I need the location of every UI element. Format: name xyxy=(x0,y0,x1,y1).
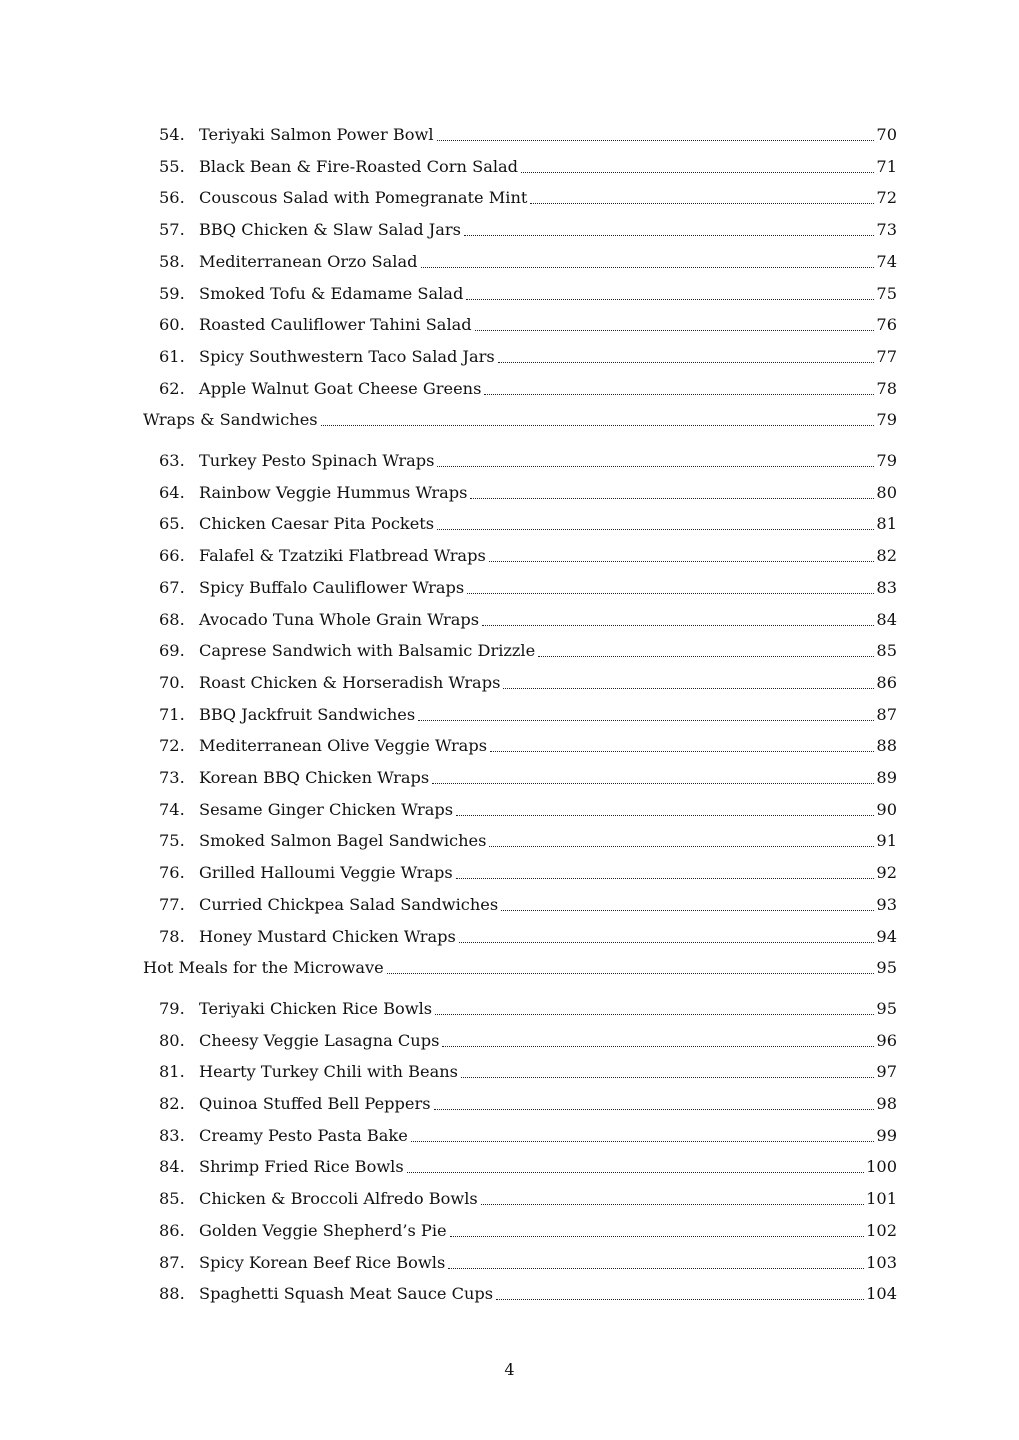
toc-entry-title: BBQ Chicken & Slaw Salad Jars xyxy=(199,220,461,240)
toc-entry-number: 72. xyxy=(159,736,185,756)
toc-entry-title: Couscous Salad with Pomegranate Mint xyxy=(199,188,528,208)
dot-leader xyxy=(459,941,875,943)
dot-leader xyxy=(481,1203,864,1205)
toc-entry-number: 76. xyxy=(159,863,185,883)
toc-page-number: 88 xyxy=(876,736,897,756)
dot-leader xyxy=(466,298,874,300)
toc-entry-number: 74. xyxy=(159,799,185,819)
toc-entry-number: 57. xyxy=(159,220,185,240)
toc-entry-title: Grilled Halloumi Veggie Wraps xyxy=(199,863,453,883)
toc-entry-title: Chicken Caesar Pita Pockets xyxy=(199,514,435,534)
dot-leader xyxy=(496,1298,864,1300)
toc-page-number: 87 xyxy=(876,704,897,724)
toc-entry-number: 59. xyxy=(159,283,185,303)
toc-entry-title: Hearty Turkey Chili with Beans xyxy=(199,1062,458,1082)
toc-entry-title: Black Bean & Fire-Roasted Corn Salad xyxy=(199,156,519,176)
toc-entry-row[interactable] xyxy=(143,922,897,948)
toc-page-number: 93 xyxy=(876,894,897,914)
toc-entry-number: 56. xyxy=(159,188,185,208)
toc-entry-number: 82. xyxy=(159,1094,185,1113)
toc-entry-row[interactable] xyxy=(143,478,897,504)
toc-entry-title: Spicy Buffalo Cauliflower Wraps xyxy=(199,577,465,597)
dot-leader xyxy=(437,139,875,141)
dot-leader xyxy=(387,972,875,974)
dot-leader xyxy=(437,465,874,467)
toc-entry-number: 78. xyxy=(159,926,185,946)
toc-entry-number: 67. xyxy=(159,577,185,597)
toc-entry-title: Quinoa Stuffed Bell Peppers xyxy=(199,1094,431,1113)
toc-entry-title: Spaghetti Squash Meat Sauce Cups xyxy=(199,1284,494,1304)
dot-leader xyxy=(456,814,874,816)
toc-page-number: 79 xyxy=(876,410,897,430)
toc-entry-number: 87. xyxy=(159,1252,185,1272)
toc-entry-title: Smoked Salmon Bagel Sandwiches xyxy=(199,831,487,851)
toc-page-number: 103 xyxy=(866,1252,897,1272)
toc-page-number: 100 xyxy=(866,1157,897,1177)
toc-entry-row[interactable] xyxy=(143,795,897,821)
toc-entry-row[interactable] xyxy=(143,374,897,400)
dot-leader xyxy=(448,1267,864,1269)
toc-entry-row[interactable] xyxy=(143,573,897,599)
toc-entry-row[interactable] xyxy=(143,446,897,472)
toc-entry-number: 55. xyxy=(159,156,185,176)
dot-leader xyxy=(498,361,875,363)
toc-entry-row[interactable] xyxy=(143,731,897,757)
toc-entry-row[interactable] xyxy=(143,636,897,662)
toc-page-number: 98 xyxy=(876,1094,897,1113)
toc-entry-row[interactable] xyxy=(143,247,897,273)
toc-entry-title: Cheesy Veggie Lasagna Cups xyxy=(199,1030,440,1050)
toc-section-title: Hot Meals for the Microwave xyxy=(143,958,384,978)
toc-page-number: 89 xyxy=(876,768,897,787)
toc-entry-row[interactable] xyxy=(143,541,897,567)
dot-leader xyxy=(464,234,874,236)
dot-leader xyxy=(432,782,874,784)
toc-page-number: 96 xyxy=(876,1030,897,1050)
toc-entry-number: 68. xyxy=(159,609,185,629)
toc-entry-row[interactable] xyxy=(143,1026,897,1052)
toc-section-row[interactable] xyxy=(143,953,897,979)
toc-entry-row[interactable] xyxy=(143,342,897,368)
toc-entry-title: Sesame Ginger Chicken Wraps xyxy=(199,799,454,819)
toc-entry-title: Apple Walnut Goat Cheese Greens xyxy=(199,378,482,398)
toc-page-number: 101 xyxy=(866,1189,897,1209)
toc-page-number: 91 xyxy=(876,831,897,851)
toc-entry-title: Teriyaki Salmon Power Bowl xyxy=(199,125,434,144)
toc-entry-title: Avocado Tuna Whole Grain Wraps xyxy=(199,609,480,629)
dot-leader xyxy=(490,750,874,752)
toc-entry-number: 60. xyxy=(159,315,185,335)
toc-entry-row[interactable] xyxy=(143,279,897,305)
toc-entry-title: BBQ Jackfruit Sandwiches xyxy=(199,704,416,724)
toc-page-number: 92 xyxy=(876,863,897,883)
toc-entry-row[interactable] xyxy=(143,826,897,852)
toc-entry-row[interactable] xyxy=(143,183,897,209)
toc-page-number: 74 xyxy=(876,251,897,271)
toc-page-number: 85 xyxy=(876,641,897,661)
toc-entry-number: 75. xyxy=(159,831,185,851)
toc-entry-number: 79. xyxy=(159,998,185,1018)
toc-page-number: 79 xyxy=(876,451,897,470)
dot-leader xyxy=(467,592,874,594)
toc-page-number: 86 xyxy=(876,672,897,692)
toc-page-number: 73 xyxy=(876,220,897,240)
toc-entry-title: Roast Chicken & Horseradish Wraps xyxy=(199,672,501,692)
dot-leader xyxy=(482,624,874,626)
toc-page-number: 76 xyxy=(876,315,897,335)
toc-page-number: 102 xyxy=(866,1220,897,1240)
toc-entry-row[interactable] xyxy=(143,994,897,1020)
toc-entry-number: 62. xyxy=(159,378,185,398)
toc-entry-title: Mediterranean Olive Veggie Wraps xyxy=(199,736,488,756)
toc-entry-row[interactable] xyxy=(143,310,897,336)
toc-entry-row[interactable] xyxy=(143,763,897,789)
toc-entry-number: 80. xyxy=(159,1030,185,1050)
toc-page-number: 78 xyxy=(876,378,897,398)
toc-entry-number: 88. xyxy=(159,1284,185,1304)
toc-entry-number: 54. xyxy=(159,125,185,144)
toc-entry-title: Curried Chickpea Salad Sandwiches xyxy=(199,894,499,914)
toc-entry-number: 86. xyxy=(159,1220,185,1240)
toc-page-number: 84 xyxy=(876,609,897,629)
toc-page-number: 90 xyxy=(876,799,897,819)
dot-leader xyxy=(475,329,875,331)
dot-leader xyxy=(321,424,875,426)
toc-page-number: 80 xyxy=(876,482,897,502)
toc-entry-row[interactable] xyxy=(143,1152,897,1178)
toc-entry-row[interactable] xyxy=(143,858,897,884)
toc-entry-number: 77. xyxy=(159,894,185,914)
toc-entry-row[interactable] xyxy=(143,668,897,694)
toc-entry-number: 71. xyxy=(159,704,185,724)
toc-entry-number: 63. xyxy=(159,451,185,470)
toc-page-number: 71 xyxy=(876,156,897,176)
toc-entry-row[interactable] xyxy=(143,215,897,241)
toc-entry-row[interactable] xyxy=(143,1089,897,1115)
dot-leader xyxy=(501,909,874,911)
toc-entry-title: Caprese Sandwich with Balsamic Drizzle xyxy=(199,641,536,661)
toc-page-number: 77 xyxy=(876,346,897,366)
toc-page-number: 97 xyxy=(876,1062,897,1082)
toc-page-number: 75 xyxy=(876,283,897,303)
toc-entry-title: Spicy Korean Beef Rice Bowls xyxy=(199,1252,446,1272)
toc-entry-title: Turkey Pesto Spinach Wraps xyxy=(199,451,435,470)
toc-entry-title: Creamy Pesto Pasta Bake xyxy=(199,1125,408,1145)
toc-entry-row[interactable] xyxy=(143,120,897,146)
toc-entry-title: Korean BBQ Chicken Wraps xyxy=(199,768,430,787)
toc-entry-number: 85. xyxy=(159,1189,185,1209)
dot-leader xyxy=(456,877,875,879)
toc-entry-number: 65. xyxy=(159,514,185,534)
dot-leader xyxy=(489,560,875,562)
toc-entry-row[interactable] xyxy=(143,1057,897,1083)
toc-entry-number: 58. xyxy=(159,251,185,271)
toc-page-number: 104 xyxy=(866,1284,897,1304)
toc-entry-number: 64. xyxy=(159,482,185,502)
toc-page-number: 83 xyxy=(876,577,897,597)
toc-entry-number: 73. xyxy=(159,768,185,787)
dot-leader xyxy=(530,202,874,204)
dot-leader xyxy=(489,845,874,847)
toc-entry-row[interactable] xyxy=(143,700,897,726)
toc-section-title: Wraps & Sandwiches xyxy=(143,410,318,430)
toc-entry-row[interactable] xyxy=(143,1121,897,1147)
toc-entry-number: 69. xyxy=(159,641,185,661)
dot-leader xyxy=(484,393,874,395)
toc-entry-title: Smoked Tofu & Edamame Salad xyxy=(199,283,464,303)
dot-leader xyxy=(470,497,874,499)
dot-leader xyxy=(434,1108,875,1110)
toc-entry-number: 83. xyxy=(159,1125,185,1145)
toc-page-number: 95 xyxy=(876,998,897,1018)
toc-entry-row[interactable] xyxy=(143,1184,897,1210)
toc-entry-number: 61. xyxy=(159,346,185,366)
toc-page-number: 70 xyxy=(876,125,897,144)
toc-entry-title: Spicy Southwestern Taco Salad Jars xyxy=(199,346,495,366)
toc-entry-row[interactable] xyxy=(143,1279,897,1305)
dot-leader xyxy=(421,266,875,268)
toc-entry-row[interactable] xyxy=(143,152,897,178)
toc-entry-number: 70. xyxy=(159,672,185,692)
dot-leader xyxy=(435,1013,874,1015)
toc-page-number: 94 xyxy=(876,926,897,946)
dot-leader xyxy=(461,1076,874,1078)
toc-entry-title: Golden Veggie Shepherd’s Pie xyxy=(199,1220,447,1240)
dot-leader xyxy=(450,1235,865,1237)
toc-page-number: 82 xyxy=(876,546,897,566)
toc-entry-title: Falafel & Tzatziki Flatbread Wraps xyxy=(199,546,486,566)
dot-leader xyxy=(407,1171,864,1173)
toc-entry-number: 84. xyxy=(159,1157,185,1177)
toc-entry-title: Rainbow Veggie Hummus Wraps xyxy=(199,482,468,502)
toc-entry-number: 81. xyxy=(159,1062,185,1082)
dot-leader xyxy=(418,719,874,721)
dot-leader xyxy=(442,1045,874,1047)
toc-entry-number: 66. xyxy=(159,546,185,566)
toc-entry-title: Roasted Cauliflower Tahini Salad xyxy=(199,315,472,335)
toc-page-number: 72 xyxy=(876,188,897,208)
toc-page-number: 95 xyxy=(876,958,897,978)
toc-entry-title: Teriyaki Chicken Rice Bowls xyxy=(199,998,433,1018)
footer-page-number: 4 xyxy=(504,1360,515,1379)
toc-entry-title: Mediterranean Orzo Salad xyxy=(199,251,418,271)
toc-page-number: 81 xyxy=(876,514,897,534)
toc-entry-row[interactable] xyxy=(143,509,897,535)
toc-entry-title: Chicken & Broccoli Alfredo Bowls xyxy=(199,1189,478,1209)
toc-entry-title: Shrimp Fried Rice Bowls xyxy=(199,1157,404,1177)
dot-leader xyxy=(411,1140,875,1142)
toc-section-row[interactable] xyxy=(143,405,897,431)
dot-leader xyxy=(437,528,874,530)
toc-entry-row[interactable] xyxy=(143,1216,897,1242)
dot-leader xyxy=(538,655,874,657)
toc-page-number: 99 xyxy=(876,1125,897,1145)
dot-leader xyxy=(503,687,874,689)
toc-entry-title: Honey Mustard Chicken Wraps xyxy=(199,926,456,946)
toc-entry-row[interactable] xyxy=(143,890,897,916)
dot-leader xyxy=(521,171,874,173)
toc-entry-row[interactable] xyxy=(143,605,897,631)
toc-entry-row[interactable] xyxy=(143,1248,897,1274)
